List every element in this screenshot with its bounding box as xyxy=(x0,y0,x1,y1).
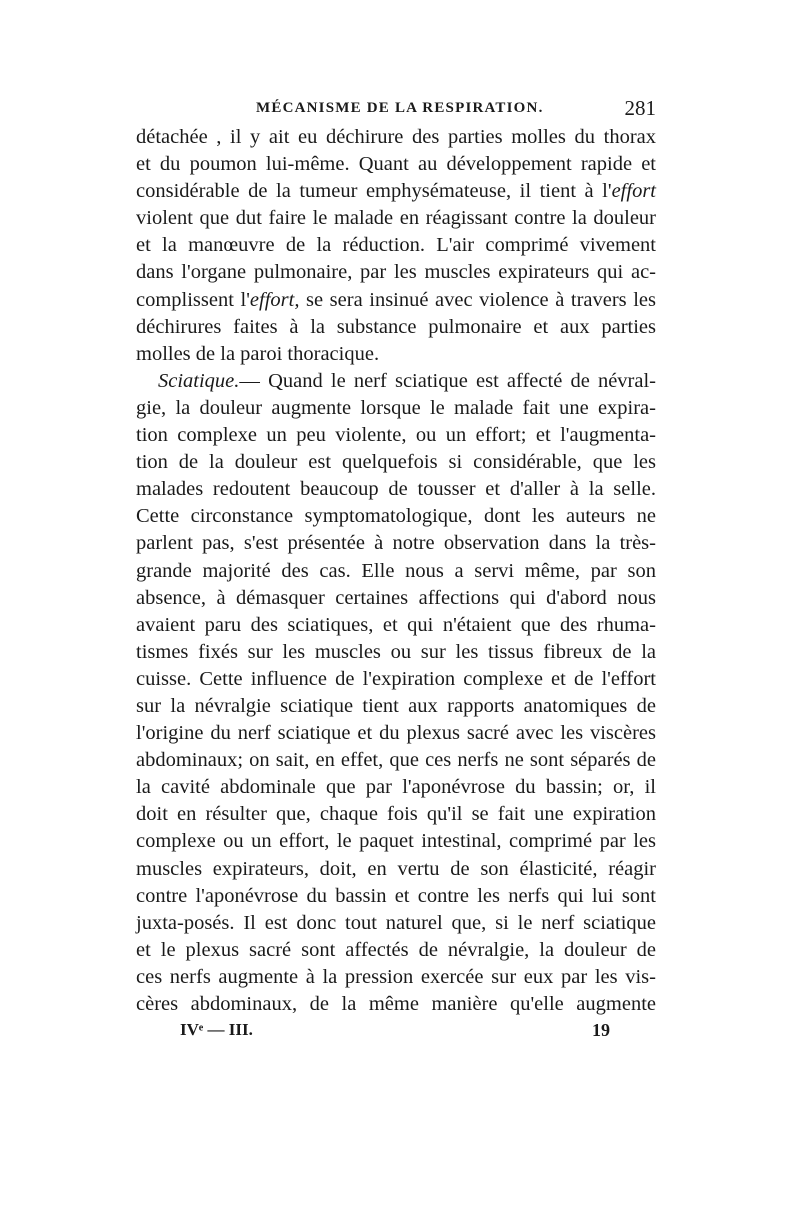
text-line: juxta-posés. Il est donc tout naturel que, si le nerf sciatique xyxy=(136,911,656,934)
text-line: et le plexus sacré sont affectés de névralgie, la douleur de xyxy=(136,938,656,961)
text-line: tion de la douleur est quelquefois si considérable, que les xyxy=(136,451,656,474)
printer-signature: IVᵉ — III. xyxy=(180,1020,253,1039)
text-line: et du poumon lui-même. Quant au développement rapide et xyxy=(136,153,656,176)
text-line xyxy=(136,287,656,314)
text-line-part: considérable de la tumeur emphysémateuse, il tient à l' xyxy=(136,180,612,203)
italic-term: effort xyxy=(611,180,656,203)
text-line: malades redoutent beaucoup de tousser et d'aller à la selle. xyxy=(136,478,656,501)
signature-number: 19 xyxy=(592,1020,610,1040)
section-heading: Sciatique. xyxy=(158,369,240,392)
text-line: l'origine du nerf sciatique et du plexus sacré avec les viscères xyxy=(136,722,656,745)
body-text xyxy=(136,124,656,1018)
text-line: tismes fixés sur les muscles ou sur les tissus fibreux de la xyxy=(136,640,656,663)
text-line: la cavité abdominale que par l'aponévrose du bassin; or, il xyxy=(136,776,656,799)
text-line: dans l'organe pulmonaire, par les muscles expirateurs qui ac- xyxy=(136,261,656,284)
text-line: tion complexe un peu violente, ou un effort; et l'augmenta- xyxy=(136,424,656,447)
text-line: ces nerfs augmente à la pression exercée sur eux par les vis- xyxy=(136,965,656,988)
text-line-part: complissent l' xyxy=(136,288,250,311)
text-line: détachée , il y ait eu déchirure des parties molles du thorax xyxy=(136,126,656,148)
text-line: cuisse. Cette influence de l'expiration complexe et de l'effort xyxy=(136,667,656,690)
text-line: sur la névralgie sciatique tient aux rapports anatomiques de xyxy=(136,694,656,717)
page-footer xyxy=(136,1020,656,1046)
text-line: avaient paru des sciatiques, et qui n'étaient que des rhuma- xyxy=(136,613,656,636)
italic-term: effort, xyxy=(249,288,300,311)
text-line xyxy=(136,178,656,205)
text-line: doit en résulter que, chaque fois qu'il se fait une expiration xyxy=(136,803,656,826)
text-line: contre l'aponévrose du bassin et contre les nerfs qui lui sont xyxy=(136,884,656,907)
text-line: muscles expirateurs, doit, en vertu de son élasticité, réagir xyxy=(136,857,656,880)
text-line: molles de la paroi thoracique. xyxy=(136,342,380,365)
text-line: absence, à démasquer certaines affections qui d'abord nous xyxy=(136,586,656,609)
text-line: cères abdominaux, de la même manière qu'elle augmente xyxy=(136,993,656,1015)
running-title: MÉCANISME DE LA RESPIRATION. xyxy=(256,100,544,116)
text-line: et la manœuvre de la réduction. L'air comprimé vivement xyxy=(136,234,656,257)
text-line: parlent pas, s'est présentée à notre observation dans la très- xyxy=(136,532,656,555)
text-line: grande majorité des cas. Elle nous a servi même, par son xyxy=(136,559,656,582)
page-number: 281 xyxy=(624,96,656,120)
text-line: violent que dut faire le malade en réagissant contre la douleur xyxy=(136,207,656,230)
text-line: déchirures faites à la substance pulmonaire et aux parties xyxy=(136,315,656,338)
running-head xyxy=(136,98,656,122)
text-line: Cette circonstance symptomatologique, dont les auteurs ne xyxy=(136,505,656,528)
text-line: gie, la douleur augmente lorsque le malade fait une expira- xyxy=(136,396,656,419)
text-line-part: se sera insinué avec violence à travers les xyxy=(299,288,656,311)
text-line: abdominaux; on sait, en effet, que ces nerfs ne sont séparés de xyxy=(136,749,656,772)
text-line-part: — Quand le nerf sciatique est affecté de névral- xyxy=(239,369,656,392)
section-start-line xyxy=(136,368,656,395)
text-line: complexe ou un effort, le paquet intestinal, comprimé par les xyxy=(136,830,656,853)
